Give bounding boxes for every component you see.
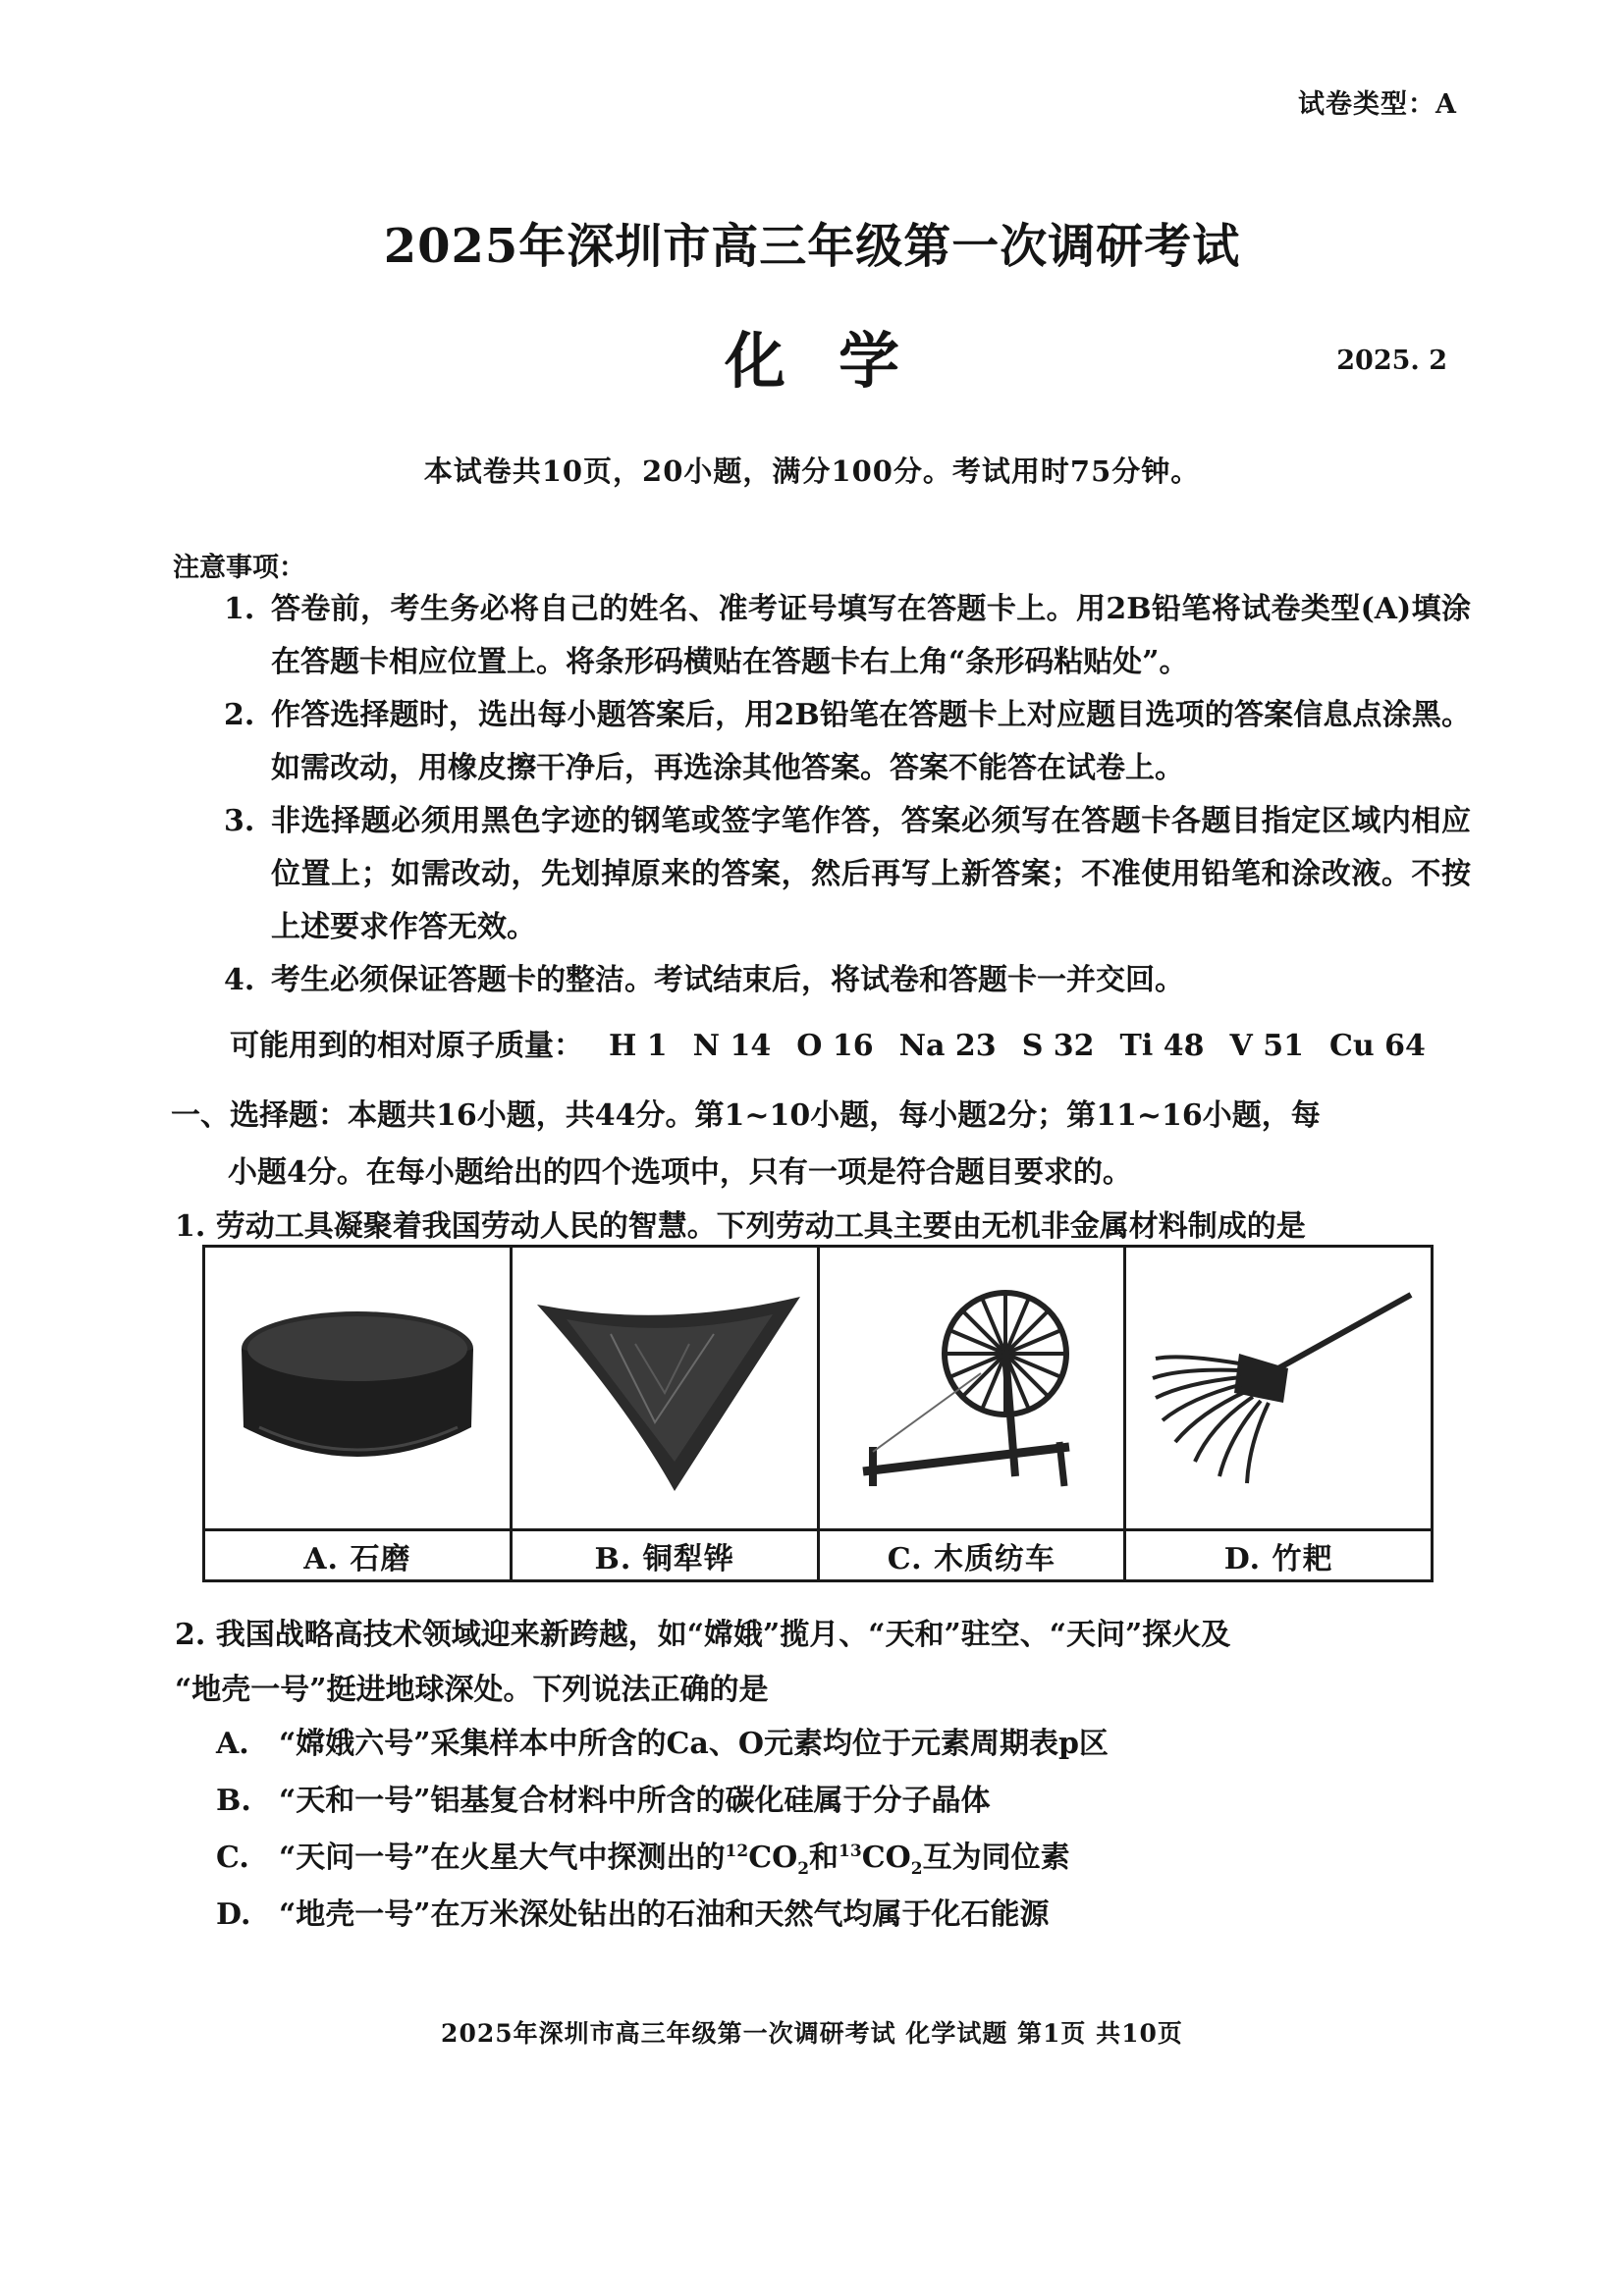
stone-mill-icon	[205, 1248, 510, 1531]
option-d	[216, 1887, 1492, 1944]
option-key: B.	[216, 1784, 251, 1818]
option-cell-a	[205, 1248, 510, 1579]
notice-number: 1.	[224, 592, 255, 626]
question-1-stem: 1. 劳动工具凝聚着我国劳动人民的智慧。下列劳动工具主要由无机非金属材料制成的是	[175, 1209, 1306, 1244]
notice-heading: 注意事项：	[173, 553, 305, 583]
notice-number: 2.	[224, 698, 255, 732]
option-text: “地壳一号”在万米深处钻出的石油和天然气均属于化石能源	[279, 1897, 1050, 1932]
notice-text: 非选择题必须用黑色字迹的钢笔或签字笔作答，答案必须写在答题卡各题目指定区域内相应位置上；如需改动，先划掉原来的答案，然后再写上新答案；不准使用铅笔和涂改液。不按上述要求作答无效。	[271, 804, 1471, 944]
notice-text: 作答选择题时，选出每小题答案后，用2B铅笔在答题卡上对应题目选项的答案信息点涂黑。如需改动，用橡皮擦干净后，再选涂其他答案。答案不能答在试卷上。	[271, 698, 1471, 785]
option-key: A.	[216, 1727, 249, 1761]
notice-number: 3.	[224, 804, 255, 838]
isotope-mass-number: 12	[725, 1842, 749, 1861]
section-heading-line: 一、选择题：本题共16小题，共44分。第1~10小题，每小题2分；第11~16小题，每	[171, 1098, 1321, 1133]
notice-item	[224, 795, 1471, 954]
atomic-mass: Na 23	[898, 1029, 997, 1063]
atomic-mass: N 14	[692, 1029, 772, 1063]
atomic-mass: S 32	[1021, 1029, 1095, 1063]
formula-part: CO	[861, 1841, 911, 1875]
section-heading	[171, 1088, 1467, 1201]
atomic-masses-label: 可能用到的相对原子质量：	[230, 1029, 583, 1063]
subject-title: 化学	[724, 325, 952, 397]
option-text: “嫦娥六号”采集样本中所含的Ca、O元素均位于元素周期表p区	[279, 1727, 1109, 1761]
exam-info: 本试卷共10页，20小题，满分100分。考试用时75分钟。	[423, 454, 1201, 488]
option-label: D. 竹耙	[1223, 1541, 1333, 1576]
question-2-stem	[175, 1608, 1471, 1718]
exam-date: 2025. 2	[1336, 346, 1447, 376]
option-text-part: “天问一号”在火星大气中探测出的	[279, 1841, 726, 1875]
formula-part: CO	[748, 1841, 798, 1875]
notice-text: 考生必须保证答题卡的整洁。考试结束后，将试卷和答题卡一并交回。	[271, 963, 1184, 997]
option-text-part: 和	[809, 1841, 839, 1875]
section-heading-line: 小题4分。在每小题给出的四个选项中，只有一项是符合题目要求的。	[228, 1155, 1132, 1190]
notice-text: 答卷前，考生务必将自己的姓名、准考证号填写在答题卡上。用2B铅笔将试卷类型(A)填涂在答题卡相应位置上。将条形码横贴在答题卡右上角“条形码粘贴处”。	[271, 592, 1471, 679]
question-2-stem-line: 2. 我国战略高技术领域迎来新跨越，如“嫦娥”揽月、“天和”驻空、“天问”探火及	[175, 1618, 1231, 1652]
option-a	[216, 1716, 1492, 1773]
copper-plowshare-icon	[513, 1248, 817, 1531]
question-1-options-table	[202, 1245, 1434, 1582]
atomic-mass: V 51	[1229, 1029, 1304, 1063]
atomic-masses	[230, 1021, 1426, 1064]
question-2-stem-line: “地壳一号”挺进地球深处。下列说法正确的是	[175, 1673, 769, 1707]
notice-list	[224, 583, 1471, 1007]
spinning-wheel-icon	[820, 1248, 1124, 1531]
atomic-mass: Cu 64	[1328, 1029, 1426, 1063]
option-text	[279, 1830, 1070, 1887]
option-key: D.	[216, 1897, 251, 1932]
option-cell-d	[1123, 1248, 1431, 1579]
notice-number: 4.	[224, 963, 255, 997]
page-footer: 2025年深圳市高三年级第一次调研考试 化学试题 第1页 共10页	[441, 2019, 1183, 2048]
isotope-mass-number: 13	[839, 1842, 862, 1861]
formula-subscript: 2	[910, 1859, 923, 1879]
notice-item	[224, 689, 1471, 795]
option-cell-c	[817, 1248, 1124, 1579]
option-text: “天和一号”铝基复合材料中所含的碳化硅属于分子晶体	[279, 1784, 991, 1818]
atomic-mass: H 1	[609, 1029, 668, 1063]
option-key: C.	[216, 1841, 249, 1875]
option-b	[216, 1773, 1492, 1830]
atomic-mass: O 16	[796, 1029, 874, 1063]
option-label: C. 木质纺车	[887, 1541, 1056, 1576]
bamboo-rake-icon	[1126, 1248, 1431, 1531]
formula-subscript: 2	[797, 1859, 810, 1879]
option-c	[216, 1830, 1492, 1887]
paper-type: 试卷类型：A	[1298, 89, 1457, 120]
option-text-part: 互为同位素	[922, 1841, 1070, 1875]
exam-title: 2025年深圳市高三年级第一次调研考试	[383, 219, 1241, 274]
question-2-options	[216, 1716, 1492, 1944]
option-label: A. 石磨	[303, 1541, 411, 1576]
atomic-mass: Ti 48	[1119, 1029, 1205, 1063]
option-cell-b	[510, 1248, 817, 1579]
notice-item	[224, 583, 1471, 689]
notice-item	[224, 954, 1471, 1007]
option-label: B. 铜犁铧	[594, 1541, 734, 1576]
